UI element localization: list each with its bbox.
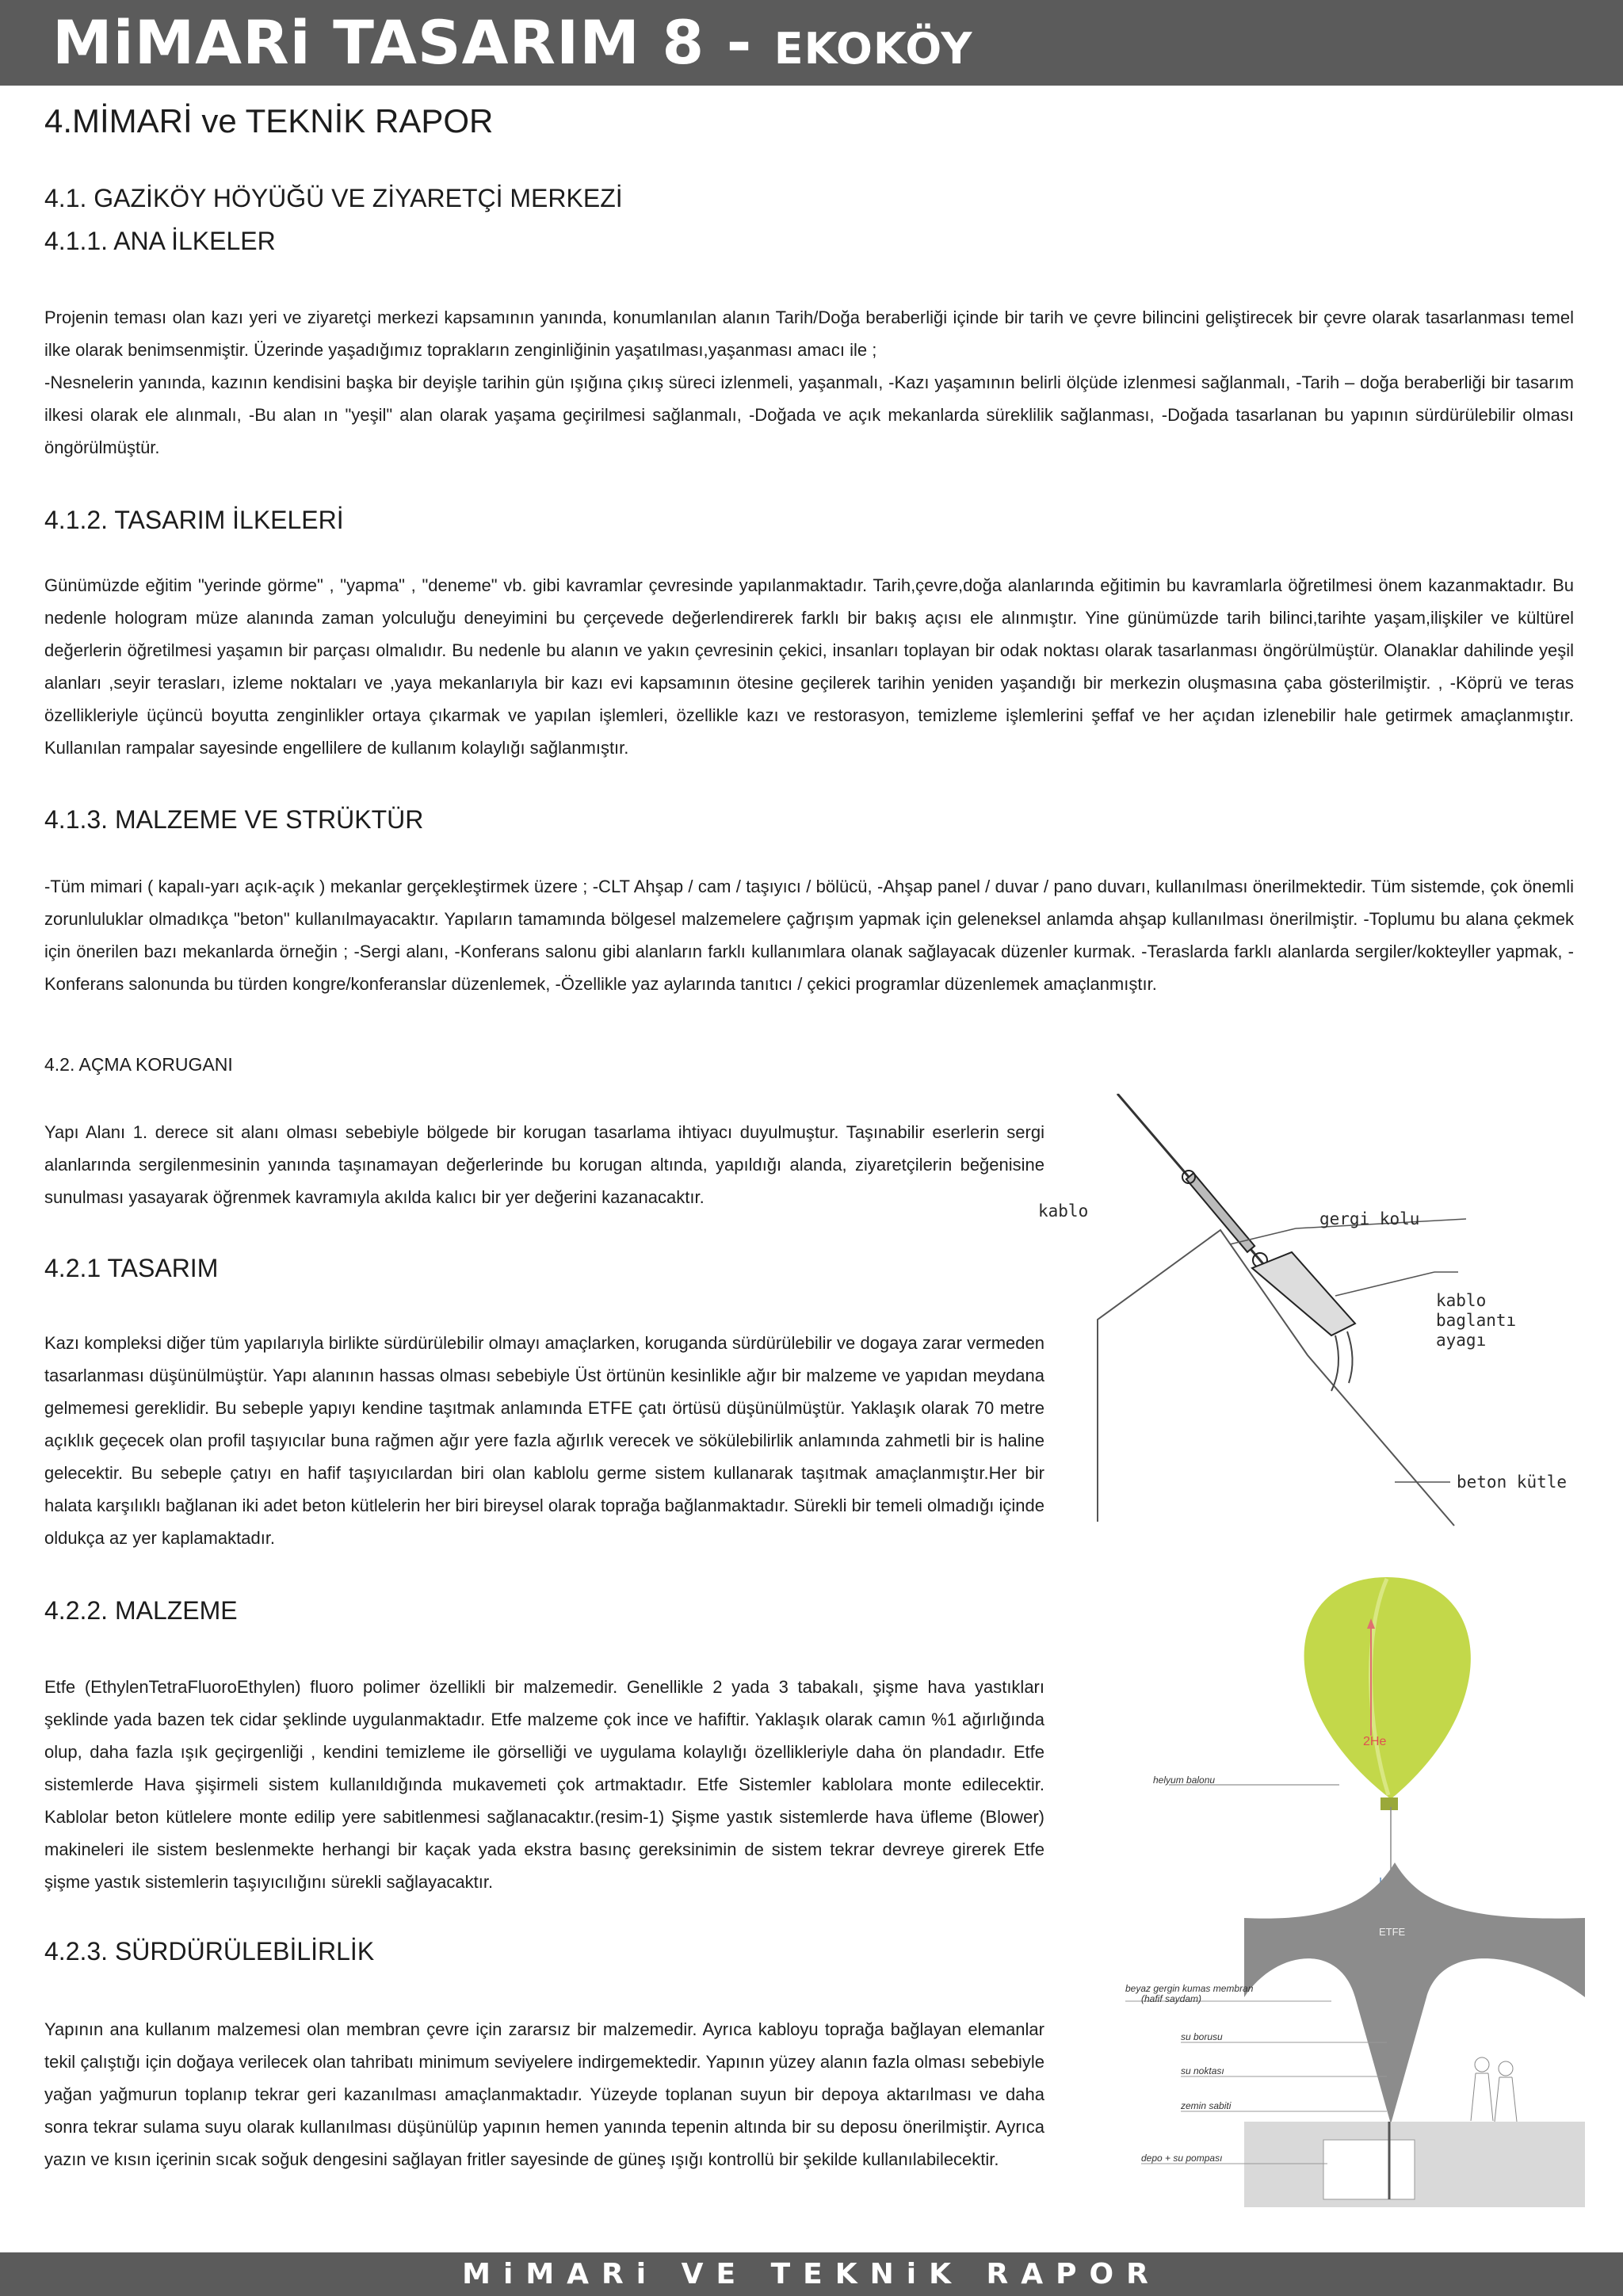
etfe-membrane [1244,1862,1585,2124]
label-ayagi: ayagı [1436,1331,1487,1350]
label-su-noktasi: su noktası [1181,2065,1224,2076]
helium-balloon [1304,1577,1471,1799]
label-helium: 2He [1363,1735,1387,1748]
page-footer: MiMARi VE TEKNiK RAPOR [0,2252,1623,2296]
heading-4-1: 4.1. GAZİKÖY HÖYÜĞÜ VE ZİYARETÇİ MERKEZİ [44,184,623,212]
paragraph-malzeme: Etfe (EthylenTetraFluoroEthylen) fluoro polimer özellikli bir malzemedir. Genellikle 2 yada 3 tabakalı, şişme hava yastıkları şeklinde yada bazen tek cidar şeklinde uygulanmaktadır. Etfe malzeme çok ince ve hafiftir. Yaklaşık olarak camın %1 ağırlığında olup, daha fazla ışık geçirgenliği , kendini temizleme ile görselliği ve uygulama kolaylığı özellikleriyle daha ön plandadır. Etfe sistemlerde Hava şişirmeli sistem kullanıldığında mukavemeti çok artmaktadır. Etfe Sistemler kablolara monte edilecektir. Kablolar beton kütlelere monte edilip yere sabitlenmesi sağlanacaktır.(resim-1) Şişme yastık sistemlerde hava üfleme (Blower) makineleri ile sistem beslenmekte herhangi bir kaçak yada ekstra basınç gereksinimin de sistem tekrar devreye girerek Etfe şişme yastık sistemlerin taşıyıcılığını sürekli sağlayacaktır. [44,1677,1044,1892]
heading-4-2-2: 4.2.2. MALZEME [44,1596,238,1625]
label-kablo: kablo [1038,1201,1089,1221]
label-depo: depo + su pompası [1141,2153,1223,2164]
label-membran-2: (hafif saydam) [1141,1993,1202,2004]
heading-4-1-3: 4.1.3. MALZEME VE STRÜKTÜR [44,805,424,834]
paragraph-tasarim-ilkeleri: Günümüzde eğitim "yerinde görme" , "yapma" , "deneme" vb. gibi kavramlar çevresinde yapılanmaktadır. Tarih,çevre,doğa alanlarında eğitimin bu kavramlarla öğretilmesi önem kazanmaktadır. Bu nedenle hologram müze alanında zaman yolculuğu deneyimini bu çerçevede değerlendirerek farklı bir bakış açısı ele alınmıştır. Yine günümüzde tarih bilinci,tarihte yaşam,ilişkiler ve kültürel değerlerin öğretilmesi yaşamın bir parçası olmalıdır. Bu nedenle bu alanın ve yakın çevresinin çekici, insanları toplayan bir odak noktası olarak tasarlanması öngörülmüştür. Olanaklar dahilinde yeşil alanları ,seyir terasları, izleme noktaları ve ,yaya mekanlarıyla bir kazı evi kapsamının ötesine geçilerek tarihin yeniden yaşandığı bir merkezin oluşmasına çaba gösterilmiştir. , -Köprü ve teras özellikleriyle üçüncü boyutta zenginlikler ortaya çıkarmak ve yapılan işlemleri, özellikle kazı ve restorasyon, temizleme işlemlerini şeffaf ve her açıdan izlenebilir hale getirmek amaçlanmıştır. Kullanılan rampalar sayesinde engellilere de kullanım kolaylığı sağlanmıştır. [44,575,1574,758]
paragraph-surdurulebilirlik: Yapının ana kullanım malzemesi olan membran çevre için zararsız bir malzemedir. Ayrıca kabloyu toprağa bağlayan elemanlar tekil çalıştığı için doğaya verilecek olan tahribatı minimum seviyelere indirgemektedir. Yapının yüzey alanın fazla olması sebebiyle yağan yağmurun toplanıp tekrar geri kazanılması amaçlanmaktadır. Yüzeyde toplanan suyun bir depoya aktarılması ve daha sonra tekrar sulama suyu olarak kullanılması düşünülüp yapının hemen yanında tepenin altında bir su deposu önerilmiştir. Ayrıca yazın ve kısın içerinin sıcak soğuk dengesini sağlayan fritler sayesinde de güneş ışığı kontrollü bir şekilde kullanılabilecektir. [44,2019,1044,2169]
label-zemin-sabiti: zemin sabiti [1181,2100,1232,2111]
heading-4-2-3: 4.2.3. SÜRDÜRÜLEBİLİRLİK [44,1937,375,1966]
water-tank [1323,2140,1415,2199]
paragraph-acma-korugani: Yapı Alanı 1. derece sit alanı olması sebebiyle bölgede bir korugan tasarlama ihtiyacı duyulmuştur. Taşınabilir eserlerin sergi alanlarında sergilenmesinin yanında taşınamayan değerlerinde bu korugan altında, yapıldığı alanda, ziyaretçilerin beğenisine sunulması yasayarak öğrenmek kavramıyla akılda kalıcı bir yer değerini kazanacaktır. [44,1122,1044,1207]
page-subtitle: EKOKÖY [773,24,973,74]
label-gergi-kolu: gergi kolu [1319,1209,1420,1228]
heading-4-2: 4.2. AÇMA KORUGANI [44,1054,233,1075]
section-title: 4.MİMARİ ve TEKNİK RAPOR [44,102,494,139]
page-title: MiMARi TASARIM 8 - EKOKÖY [52,7,973,78]
heading-4-1-2: 4.1.2. TASARIM İLKELERİ [44,506,344,534]
paragraph-tasarim: Kazı kompleksi diğer tüm yapılarıyla birlikte sürdürülebilir olmayı amaçlarken, koruganda sürdürülebilir ve dogaya zarar vermeden tasarlanması düşünülmüştür. Yapı alanının hassas olması sebebiyle Üst örtünün kesinlikle ağır bir malzeme ve yapıdan meydana gelmemesi gereklidir. Bu sebeple yapıyı kendine taşıtmak anlamında ETFE çatı örtüsü düşünülmüştür. Yaklaşık olarak 70 metre açıklık geçecek olan profil taşıyıcılar buna rağmen ağır yere fazla ağırlık verecek ve sökülebilirlik anlamında zahmetli bir is haline gelecektir. Bu sebeple çatıyı en hafif taşıyıcılardan biri olan kablolu germe sistem kullanarak taşıtmak amaçlanmıştır.Her bir halata karşılıklı bağlanan iki adet beton kütlelerin her biri bireysel olarak toprağa bağlanmaktadır. Sürekli bir temeli olmadığı içinde oldukça az yer kaplamaktadır. [44,1333,1045,1548]
label-baglanti: baglantı [1436,1311,1517,1330]
heading-4-2-1: 4.2.1 TASARIM [44,1254,219,1282]
anchor-plate [1252,1252,1355,1335]
label-beton-kutle: beton kütle [1457,1473,1568,1492]
paragraph-ana-ilkeler: Projenin teması olan kazı yeri ve ziyaretçi merkezi kapsamının yanında, konumlanılan alanın Tarih/Doğa beraberliği içinde bir tarih ve çevre bilincini geliştirecek bir çevre olarak tasarlanması temel ilke olarak benimsenmiştir. Üzerinde yaşadığımız toprakların zenginliğinin yaşatılması,yaşanması amacı ile ; -Nesnelerin yanında, kazının kendisini başka bir deyişle tarihin gün ışığına çıkış süreci izlenmeli, yaşanmalı, -Kazı yaşamının belirli ölçüde izlenmesi sağlanmalı, -Tarih – doğa beraberliği bir tasarım ilkesi olarak ele alınmalı, -Bu alan ın "yeşil" alan olarak yaşama geçirilmesi sağlanmalı, -Doğada ve açık mekanlarda süreklilik sağlanması, -Doğada tasarlanan bu yapının sürdürülebilir olması öngörülmüştür. [44,308,1574,457]
heading-4-1-1: 4.1.1. ANA İLKELER [44,227,276,255]
label-membran-1: beyaz gergin kumas membran [1125,1983,1254,1994]
cable-anchor-figure [1022,1094,1609,1530]
etfe-balloon-figure [1109,1569,1601,2207]
label-kablo-2: kablo [1436,1291,1487,1310]
label-etfe: ETFE [1379,1926,1406,1938]
page-header [0,0,1623,86]
label-helyum-balonu: helyum balonu [1153,1775,1216,1786]
label-su-borusu: su borusu [1181,2031,1223,2042]
paragraph-malzeme-struktur: -Tüm mimari ( kapalı-yarı açık-açık ) mekanlar gerçekleştirmek üzere ; -CLT Ahşap / cam / taşıyıcı / bölücü, -Ahşap panel / duvar / pano duvarı, kullanılması önerilmektedir. Tüm sistemde, çok önemli zorunluluklar olmadıkça "beton" kullanılmayacaktır. Yapıların tamamında bölgesel malzemelere çağrışım yapmak için geleneksel anlamda ahşap kullanılması önerilmiştir. -Toplumu bu alana çekmek için önerilen bazı mekanlarda örneğin ; -Sergi alanı, -Konferans salonu gibi alanların farklı kullanımlara olanak sağlayacak düzenler kurmak. -Teraslarda farklı alanlarda sergiler/kokteyller yapmak, -Konferans salonunda bu türden kongre/konferanslar düzenlemek, -Özellikle yaz aylarında tanıtıcı / çekici programlar düzenlemek amaçlanmıştır. [44,877,1574,994]
